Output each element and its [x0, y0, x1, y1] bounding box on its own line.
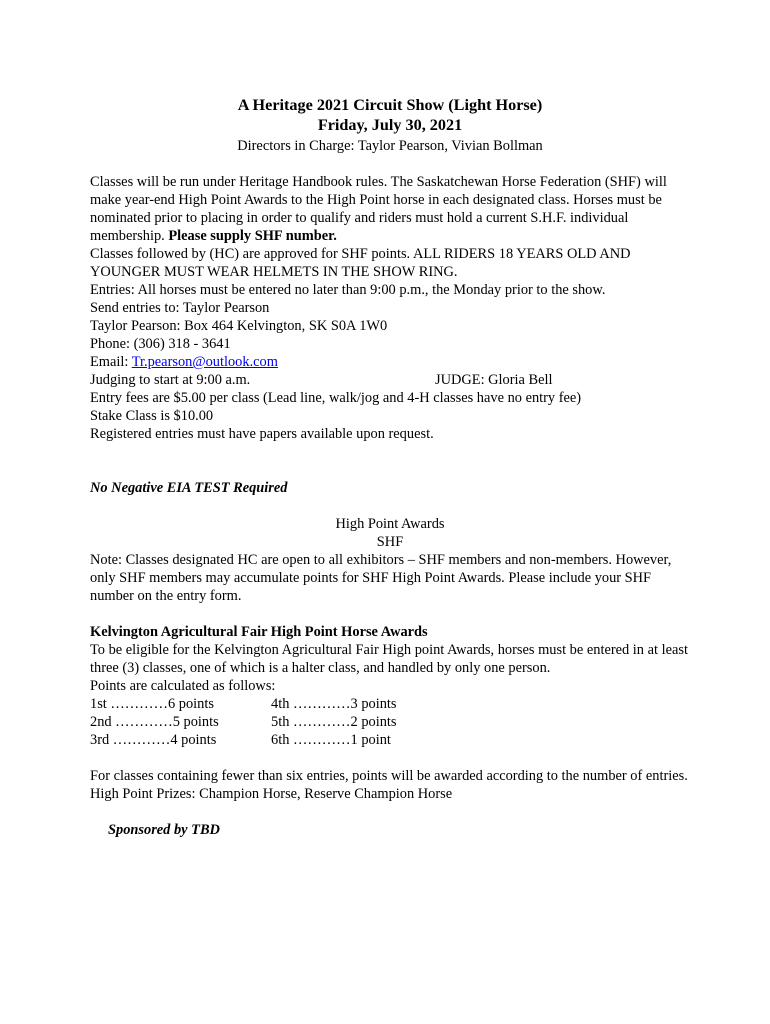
high-point-note: Note: Classes designated HC are open to all exhibitors – SHF members and non-members. However, only SHF members may accumulate points for SHF High Point Awards. Please include your SHF number on the entry form.	[90, 552, 672, 604]
points-row	[90, 731, 690, 749]
mailing-address: Taylor Pearson: Box 464 Kelvington, SK S0A 1W0	[90, 318, 388, 334]
show-title: A Heritage 2021 Circuit Show (Light Horse)	[237, 96, 543, 114]
send-entries: Send entries to: Taylor Pearson	[90, 300, 270, 316]
judging-start: Judging to start at 9:00 a.m.	[90, 372, 251, 388]
document-content	[90, 95, 690, 839]
email-line	[90, 353, 690, 371]
high-point-subheading: SHF	[376, 534, 404, 550]
rules-intro-text: Classes will be run under Heritage Handbook rules. The Saskatchewan Horse Federation (SHF) will make year-end High Point Awards to the High Point horse in each designated class. Horses must be nominated prior to placing in order to qualify and riders must hold a current S.H.F. individual membership.	[90, 174, 667, 244]
sponsor-line: Sponsored by TBD	[108, 822, 220, 838]
email-link[interactable]: Tr.pearson@outlook.com	[131, 354, 278, 370]
rules-intro	[90, 173, 690, 245]
high-point-prizes: High Point Prizes: Champion Horse, Reserve Champion Horse	[90, 786, 453, 802]
points-intro: Points are calculated as follows:	[90, 678, 276, 694]
judge-name: JUDGE: Gloria Bell	[435, 372, 553, 388]
entry-fees: Entry fees are $5.00 per class (Lead line, walk/jog and 4-H classes have no entry fee)	[90, 390, 582, 406]
judging-row	[90, 371, 690, 389]
hc-points-note: Classes followed by (HC) are approved for SHF points. ALL RIDERS 18 YEARS OLD AND YOUNGER MUST WEAR HELMETS IN THE SHOW RING.	[90, 246, 631, 280]
points-row	[90, 713, 690, 731]
entries-deadline: Entries: All horses must be entered no later than 9:00 p.m., the Monday prior to the show.	[90, 282, 606, 298]
fewer-entries-note: For classes containing fewer than six entries, points will be awarded according to the number of entries.	[90, 768, 688, 784]
phone-number: Phone: (306) 318 - 3641	[90, 336, 231, 352]
stake-class-fee: Stake Class is $10.00	[90, 408, 214, 424]
points-left: 2nd …………5 points	[90, 714, 219, 730]
points-right: 5th …………2 points	[271, 714, 397, 730]
points-right: 4th …………3 points	[271, 696, 397, 712]
points-left: 1st …………6 points	[90, 696, 214, 712]
show-date: Friday, July 30, 2021	[317, 116, 463, 134]
supply-shf-number: Please supply SHF number.	[168, 228, 337, 244]
email-label: Email:	[90, 354, 132, 370]
eia-note: No Negative EIA TEST Required	[90, 480, 288, 496]
points-right: 6th …………1 point	[271, 732, 391, 748]
points-row	[90, 695, 690, 713]
registered-entries: Registered entries must have papers available upon request.	[90, 426, 434, 442]
high-point-heading: High Point Awards	[335, 516, 445, 532]
points-left: 3rd …………4 points	[90, 732, 217, 748]
kelvington-eligibility: To be eligible for the Kelvington Agricultural Fair High point Awards, horses must be entered in at least three (3) classes, one of which is a halter class, and handled by only one person.	[90, 642, 688, 676]
directors-line: Directors in Charge: Taylor Pearson, Vivian Bollman	[237, 138, 543, 154]
kelvington-heading: Kelvington Agricultural Fair High Point Horse Awards	[90, 624, 428, 640]
